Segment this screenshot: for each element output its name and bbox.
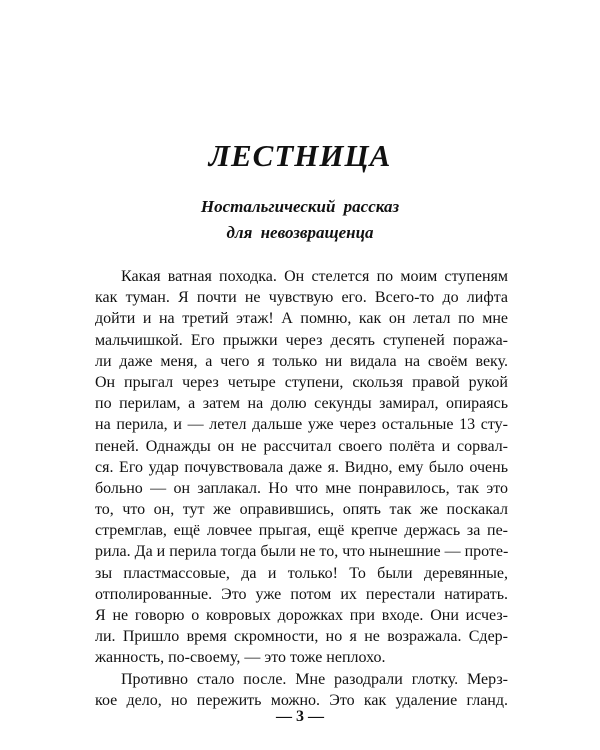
text-line: ли даже меня, а чего я только ни видала на своём веку. [95, 352, 508, 370]
text-line: то, что он, тут же оправившись, опять так же поскакал [95, 501, 508, 519]
text-line: отполированные. Это уже потом их перестали натирать. [95, 585, 508, 603]
text-line: как туман. Я почти не чувствую его. Всего-то до лифта [95, 289, 508, 307]
text-line: больно — он заплакал. Но что мне понравилось, так это [95, 479, 508, 497]
text-line: мальчишкой. Его прыжки через десять ступеней поража- [95, 331, 508, 349]
text-line: ли. Пришло время скромности, но я не возражала. Сдер- [95, 628, 508, 646]
subtitle-line: Ностальгический рассказ [200, 197, 400, 216]
text-line: на перила, и — летел дальше уже через остальные 13 сту- [95, 416, 508, 434]
text-line: Он прыгал через четыре ступени, скользя правой рукой [95, 373, 508, 391]
text-line: стремглав, ещё ловчее прыгая, ещё крепче держась за пе- [95, 522, 508, 540]
text-line: зы пластмассовые, да и только! То были деревянные, [95, 564, 508, 582]
text-line: дойти и на третий этаж! А помню, как он летал по мне [95, 310, 508, 328]
chapter-subtitle [0, 194, 600, 246]
text-line: Какая ватная походка. Он стелется по моим ступеням [121, 268, 508, 285]
text-line: рила. Да и перила тогда были не то, что нынешние — проте- [95, 543, 509, 561]
text-line: по перилам, а затем на долю секунды замирал, опираясь [95, 395, 508, 413]
text-line: Я не говорю о ковровых дорожках при входе. Они исчез- [95, 607, 508, 624]
page-number: — 3 — [276, 708, 324, 725]
text-line: Противно стало после. Мне разодрали глотку. Мерз- [121, 670, 508, 688]
chapter-title: ЛЕСТНИЦА [208, 138, 392, 173]
body-text [95, 266, 508, 711]
text-line: пеней. Однажды он не рассчитал своего полёта и сорвал- [95, 437, 508, 455]
text-line: кое дело, но пережить можно. Это как удаление гланд. [95, 691, 508, 709]
text-line: ся. Его удар почувствовала даже я. Видно, ему было очень [95, 458, 508, 476]
subtitle-line: для невозвращенца [226, 223, 374, 242]
text-line: жанность, по-своему, — это тоже неплохо. [95, 649, 386, 667]
